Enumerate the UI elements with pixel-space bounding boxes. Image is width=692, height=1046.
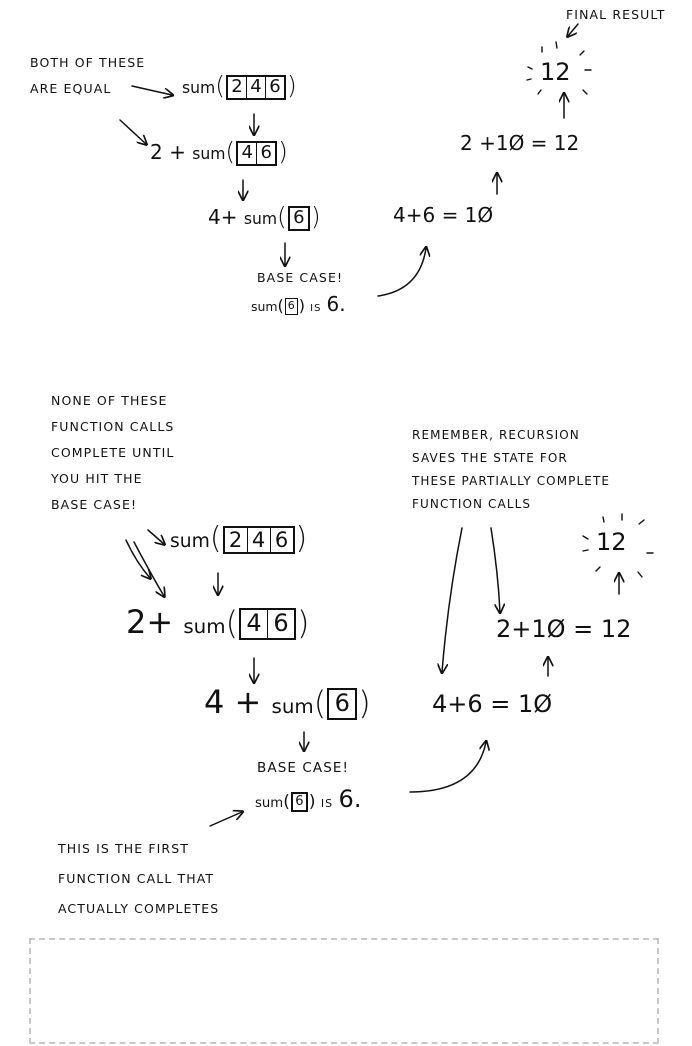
- arrow-final-label: [568, 24, 578, 36]
- note-remember-recursion: [412, 424, 610, 516]
- top-call-1: [182, 72, 297, 100]
- close-paren: ): [297, 604, 310, 642]
- note-final-result: FINAL RESULT: [566, 7, 666, 22]
- function-name: sum: [170, 531, 210, 552]
- bottom-eq-2-plus-10: 2+1Ø = 12: [496, 615, 632, 643]
- arrow-base-to-eq: [378, 248, 426, 296]
- top-final-12: 12: [540, 58, 571, 86]
- top-base-case-title: BASE CASE!: [257, 270, 344, 285]
- function-name: sum: [182, 79, 216, 97]
- top-base-case-result: [251, 294, 346, 315]
- array-cell: 6: [287, 299, 295, 313]
- array-box: [288, 206, 310, 231]
- base-result: 6.: [326, 292, 346, 316]
- bottom-call-3: [204, 683, 371, 722]
- function-name: sum: [271, 695, 314, 718]
- note-line: THIS IS THE FIRST: [58, 841, 189, 856]
- bottom-final-12: 12: [596, 528, 627, 556]
- open-paren: (: [209, 521, 222, 556]
- top-call-3: [208, 203, 321, 231]
- arrow-first-call-to-base: [210, 812, 242, 826]
- call-prefix: 4+: [208, 205, 238, 229]
- array-box: [291, 792, 308, 813]
- array-cell: 6: [270, 528, 293, 552]
- close-paren: ): [308, 792, 316, 812]
- note-line: ACTUALLY COMPLETES: [58, 901, 220, 916]
- close-paren: ): [298, 296, 306, 315]
- array-cell: 2: [231, 76, 243, 98]
- note-both-equal: [30, 50, 145, 102]
- arrow-bottom-base-to-eq: [410, 742, 486, 792]
- note-line: BASE CASE!: [51, 497, 138, 512]
- array-box: [223, 526, 295, 554]
- base-result: 6.: [338, 785, 362, 813]
- open-paren: (: [225, 604, 239, 642]
- close-paren: ): [278, 137, 288, 166]
- note-line: YOU HIT THE: [51, 471, 143, 486]
- array-cell: 6: [267, 610, 294, 638]
- note-line: FUNCTION CALLS: [412, 497, 532, 511]
- top-eq-4-plus-6: 4+6 = 1Ø: [393, 203, 494, 227]
- bottom-call-2: [126, 603, 310, 642]
- note-line: BOTH OF THESE: [30, 55, 146, 70]
- note-line: ARE EQUAL: [30, 81, 112, 96]
- open-paren: (: [225, 137, 236, 166]
- array-cell: 6: [256, 143, 275, 164]
- call-prefix: 2 +: [150, 140, 186, 164]
- array-cell: 4: [246, 609, 262, 638]
- arrow-note-to-call1: [148, 530, 164, 544]
- is-label: IS: [310, 303, 322, 314]
- open-paren: (: [277, 202, 287, 231]
- array-box: [327, 688, 357, 720]
- arrow-remember-to-eq2: [491, 528, 500, 612]
- empty-placeholder-box: [29, 938, 659, 1044]
- note-line: COMPLETE UNTIL: [51, 445, 175, 460]
- arrow-remember-to-eq1: [442, 528, 462, 672]
- note-line: REMEMBER, RECURSION: [412, 428, 580, 442]
- bottom-eq-4-plus-6: 4+6 = 1Ø: [432, 690, 553, 718]
- note-line: FUNCTION CALLS: [51, 419, 175, 434]
- arrow-note-to-row2: [120, 120, 146, 144]
- call-prefix: 2+: [126, 603, 174, 641]
- function-name: sum: [251, 299, 278, 314]
- array-cell: 4: [241, 142, 253, 164]
- note-none-complete: [51, 388, 174, 518]
- array-cell: 6: [334, 689, 350, 718]
- call-prefix: 4 +: [204, 683, 262, 721]
- array-cell: 6: [295, 793, 304, 809]
- array-box: [239, 608, 296, 640]
- array-cell: 4: [246, 77, 265, 98]
- open-paren: (: [313, 684, 327, 722]
- top-call-2: [150, 138, 288, 166]
- array-cell: 4: [247, 528, 270, 552]
- bottom-base-case-title: BASE CASE!: [257, 760, 350, 776]
- arrow-note-to-call2b: [134, 542, 164, 596]
- note-line: NONE OF THESE: [51, 393, 168, 408]
- open-paren: (: [277, 296, 284, 315]
- close-paren: ): [286, 71, 297, 100]
- note-line: THESE PARTIALLY COMPLETE: [412, 474, 611, 488]
- close-paren: ): [295, 521, 308, 556]
- array-box: [236, 141, 277, 166]
- arrow-note-to-call2a: [126, 540, 150, 578]
- function-name: sum: [183, 615, 226, 638]
- bottom-call-1: [170, 523, 307, 554]
- function-name: sum: [192, 145, 226, 163]
- is-label: IS: [320, 797, 334, 810]
- open-paren: (: [283, 792, 290, 812]
- function-name: sum: [243, 210, 278, 228]
- array-cell: 6: [293, 207, 305, 229]
- array-cell: 6: [265, 77, 284, 98]
- array-cell: 2: [228, 527, 243, 552]
- note-line: FUNCTION CALL THAT: [58, 871, 215, 886]
- bottom-base-case-result: [255, 787, 361, 812]
- array-box: [226, 75, 286, 100]
- note-first-call: [58, 834, 219, 924]
- note-line: SAVES THE STATE FOR: [412, 451, 568, 465]
- close-paren: ): [358, 684, 371, 722]
- close-paren: ): [310, 202, 321, 231]
- function-name: sum: [255, 796, 284, 811]
- top-eq-2-plus-10: 2 +1Ø = 12: [460, 131, 580, 155]
- open-paren: (: [215, 71, 225, 100]
- array-box: [285, 298, 298, 314]
